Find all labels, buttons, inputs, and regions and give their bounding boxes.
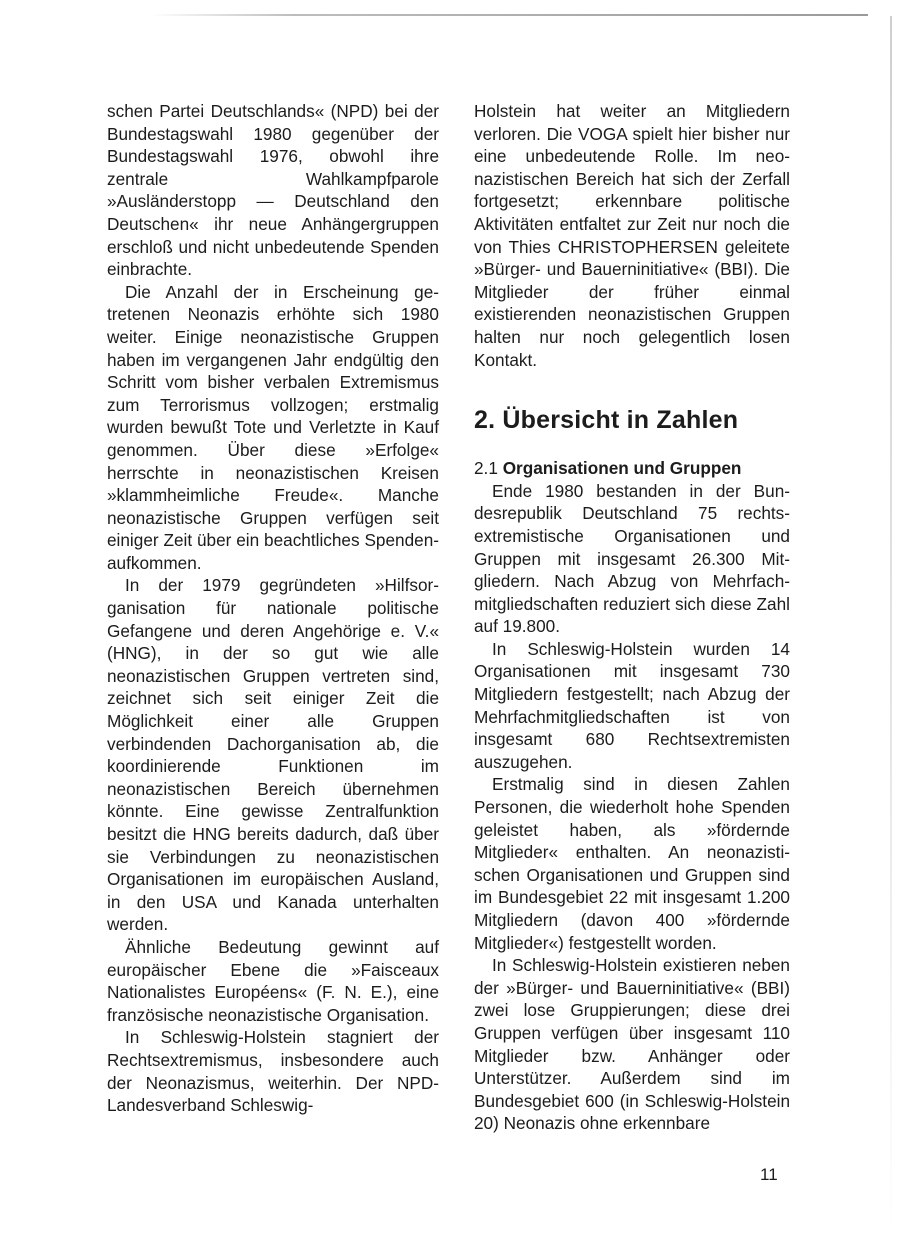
right-column: [474, 100, 790, 1135]
left-paragraph: Ähnliche Bedeutung gewinnt auf europäischer Ebene die »Faisceaux Nationalistes Européens« (F. N. E.), eine französische neonazistische Organisation.: [107, 936, 439, 1025]
left-column: [107, 100, 439, 1117]
right-paragraph: Ende 1980 bestanden in der Bundesrepublik Deutschland 75 rechtsextremistische Organisationen und Gruppen mit insgesamt 26.300 Mitgliedern. Nach Abzug von Mehrfachmitgliedschaften reduziert sich diese Zahl auf 19.800.: [474, 480, 790, 637]
left-paragraph: Die Anzahl der in Erscheinung getretenen Neonazis erhöhte sich 1980 weiter. Einige neonazistische Gruppen haben im vergangenen Jahr endgültig den Schritt vom bisher verbalen Extremismus zum Terrorismus vollzogen; erstmalig wurden bewußt Tote und Verletzte in Kauf genommen. Über diese »Erfolge« herrschte in neonazistischen Kreisen »klammheimliche Freude«. Manche neonazistische Gruppen verfügen seit einiger Zeit über ein beachtliches Spendenaufkommen.: [107, 281, 439, 573]
section-heading: 2. Übersicht in Zahlen: [474, 406, 739, 435]
page-edge-shadow: [890, 16, 892, 1236]
subsection-number: 2.1: [474, 458, 498, 479]
subsection-title: Organisationen und Gruppen: [502, 458, 742, 479]
left-paragraph: In Schleswig-Holstein stagniert der Rechtsextremismus, insbesondere auch der Neonazismus, weiterhin. Der NPD-Landesverband Schleswig-: [107, 1027, 439, 1116]
right-paragraph: In Schleswig-Holstein wurden 14 Organisationen mit insgesamt 730 Mitgliedern festgestellt; nach Abzug der Mehrfachmitgliedschaften ist von insgesamt 680 Rechtsextremisten auszugehen.: [474, 638, 790, 772]
top-edge-rule: [150, 14, 868, 16]
left-paragraph: In der 1979 gegründeten »Hilfsorganisation für nationale politische Gefangene und deren Angehörige e. V.« (HNG), in der so gut wie alle neonazistischen Gruppen vertreten sind, zeichnet sich seit einiger Zeit die Möglichkeit einer alle Gruppen verbindenden Dachorganisation ab, die koordinierende Funktionen im neonazistischen Bereich übernehmen könnte. Eine gewisse Zentralfunktion besitzt die HNG bereits dadurch, daß über sie Verbindungen zu neonazistischen Organisationen im europäischen Ausland, in den USA und Kanada unterhalten werden.: [107, 575, 439, 935]
right-paragraph: In Schleswig-Holstein existieren neben der »Bürger- und Bauerninitiative« (BBI) zwei lose Gruppierungen; diese drei Gruppen verfügen über insgesamt 110 Mitglieder bzw. Anhänger oder Unterstützer. Außerdem sind im Bundesgebiet 600 (in Schleswig-Holstein 20) Neonazis ohne erkennbare: [474, 955, 790, 1134]
right-paragraph: Erstmalig sind in diesen Zahlen Personen, die wiederholt hohe Spenden geleistet haben, als »fördernde Mitglieder« enthalten. An neonazistischen Organisationen und Gruppen sind im Bundesgebiet 22 mit insgesamt 1.200 Mitgliedern (davon 400 »fördernde Mitglieder«) festgestellt worden.: [474, 774, 790, 953]
left-paragraph: schen Partei Deutschlands« (NPD) bei der Bundestagswahl 1980 gegenüber der Bundestagswahl 1976, obwohl ihre zentrale Wahlkampfparole »Ausländerstopp — Deutschland den Deutschen« ihr neue Anhängergruppen erschloß und nicht unbedeutende Spenden einbrachte.: [107, 101, 439, 280]
right-intro-paragraph: Holstein hat weiter an Mitgliedern verloren. Die VOGA spielt hier bisher nur eine unbedeutende Rolle. Im neonazistischen Bereich hat sich der Zerfall fortgesetzt; erkennbare politische Aktivitäten entfaltet zur Zeit nur noch die von Thies CHRISTOPHERSEN geleitete »Bürger- und Bauerninitiative« (BBI). Die Mitglieder der früher einmal existierenden neonazistischen Gruppen halten nur noch gelegentlich losen Kontakt.: [474, 101, 790, 370]
subsection-heading: [474, 457, 790, 480]
page-number: 11: [760, 1165, 778, 1184]
